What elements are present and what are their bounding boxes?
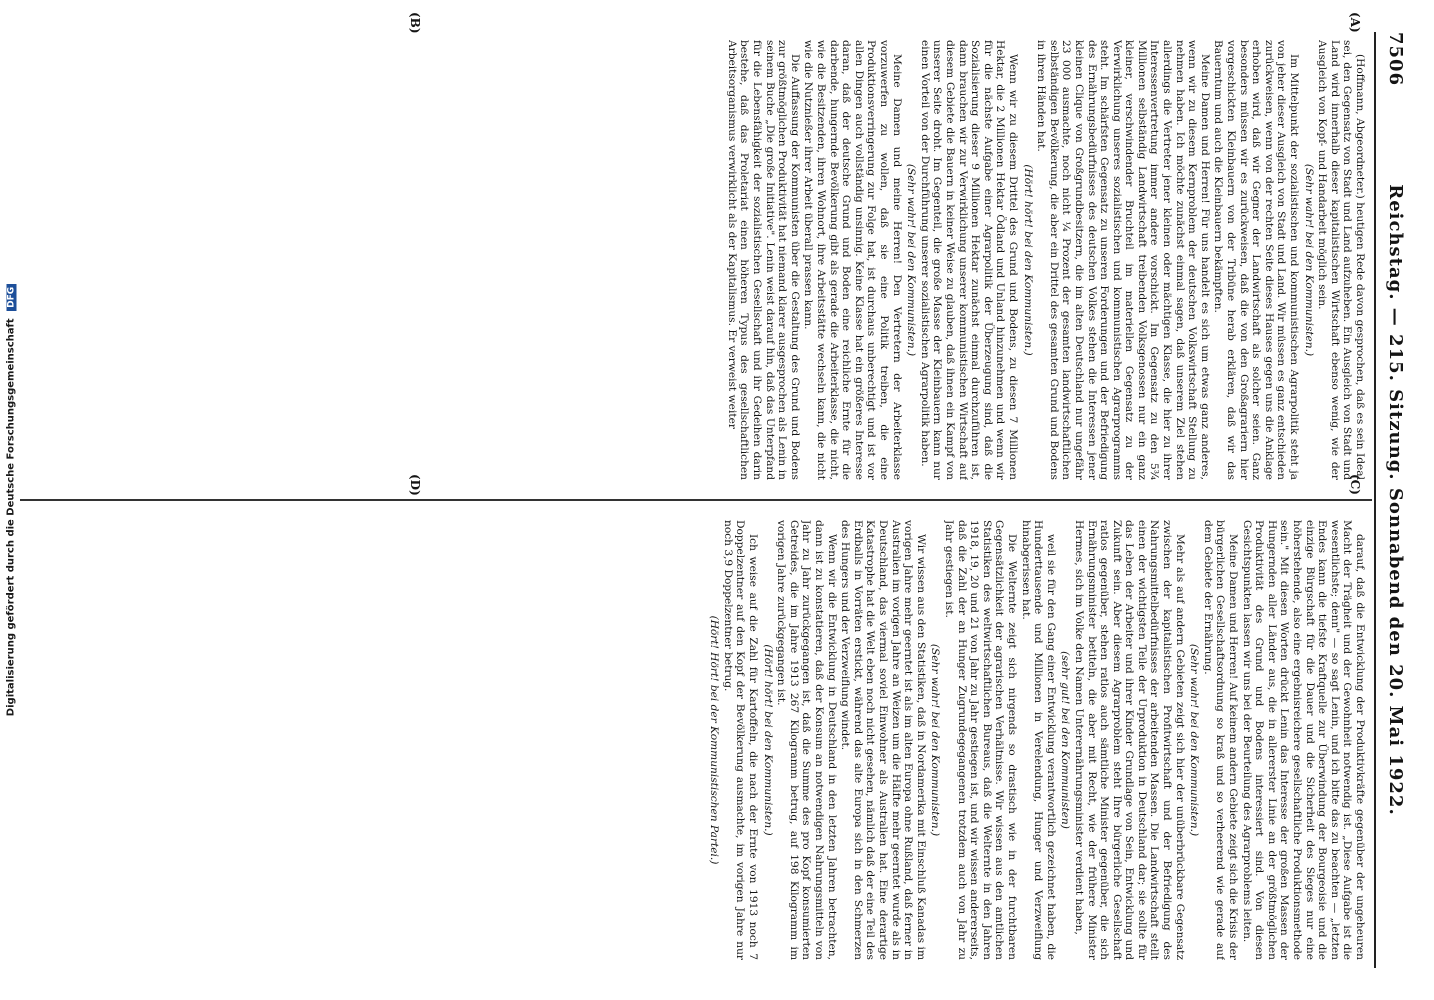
left-paragraph: (Hoffmann, Abgeordneter.) heutigen Rede davon gesprochen, daß es sein Ideal sei, den Gegensatz von Stadt und Land aufzuheben. Ein Ausgleich von Stadt und Land wird innerhalb dieser kapitalistischen Wirtschaft ebenso wenig, wie der Ausgleich von Kopf- und Handarbeit möglich sein.	[1316, 40, 1366, 480]
right-paragraph: Wenn wir die Entwicklung in Deutschland in den letzten Jahren betrachten, dann ist zu konstatieren, daß der Konsum an notwendigen Nahrungsmitteln von Jahr zu Jahr zurückgegangen ist, daß die Summe des pro Kopf konsumierten Getreides, die im Jahre 1913 267 Kilogramm betrug, auf 198 Kilogramm im vorigen Jahre zurückgegangen ist.	[775, 520, 838, 960]
right-paragraph: Mehr als auf andern Gebieten zeigt sich hier der unüberbrückbare Gegensatz zwischen der kapitalistischen Profitwirtschaft und der Befriedigung des Nahrungsmittelbedürfnisses der arbeitenden Massen. Die Landwirtschaft stellt einen der wichtigsten Teile der Urproduktion in Deutschland dar; sie sollte für das Leben der Arbeiter und ihrer Kinder Grundlage von Sein, Entwicklung und Zukunft sein. Aber diesem Agrarproblem steht Ihre bürgerliche Gesellschaft ratlos gegenüber, stehen ratlos auch sämtliche Minister gegenüber, die sich Ernährungsminister betiteln, die aber mit Recht, wie der frühere Minister Hermes, sich im Volke den Namen Unterernährungsminister verdient haben,	[1072, 520, 1186, 960]
margin-letter-a: (A)	[1348, 12, 1362, 33]
digitization-credit	[0, 0, 22, 1000]
right-interjection: (Sehr wahr! bei den Kommunisten.)	[1188, 643, 1201, 837]
left-paragraph: Meine Damen und Herren! Für uns handelt es sich um etwas ganz anderes, wenn wir zu diesem Kernproblem der deutschen Volkswirtschaft Stellung zu nehmen haben. Ich möchte zunächst einmal sagen, daß unserem Ziel stehen allerdings die Vertreter jener kleinen oder mächtigen Klasse, die hier zu ihrer Interessenvertretung immer andere vorschickt. Im Gegensatz zu den 5¾ Millionen selbständig Landwirtschaft treibenden Volksgenossen nur ein ganz kleiner, verschwindender Bruchteil im materiellen Gegensatz zu der Verwirklichung unseres sozialistischen und kommunistischen Agrarprogramms steht. Im schärfsten Gegensatz zu unseren Forderungen und der Befriedigung des Ernährungsbedürfnisses des deutschen Volkes stehen die Interessen jener kleinen Clique von Großgrundbesitzern, die im alten Deutschland nur ungefähr 23 000 ausmachte, noch nicht ¼ Prozent der gesamten landwirtschaftlichen selbständigen Bevölkerung, die aber ein Drittel des gesamten Grund und Bodens in ihren Händen hat.	[1035, 40, 1211, 480]
rotated-page	[12, 10, 1422, 990]
right-paragraph: Die Welternte zeigt sich nirgends so drastisch wie in der furchtbaren Gegensätzlichkeit der agrarischen Verhältnisse. Wir wissen aus den amtlichen Statistiken des weltwirtschaftlichen Bureaus, daß die Welternte in den Jahren 1918, 19, 20 und 21 von Jahr zu Jahr gestiegen ist, und wir wissen andererseits, daß die Zahl der an Hunger Zugrundegegangenen trotzdem auch von Jahr zu Jahr gestiegen ist.	[943, 520, 1018, 960]
right-paragraph: darauf, daß die Entwicklung der Produktivkräfte gegenüber der ungeheuren Macht der Trägheit und der Gewohnheit notwendig ist. „Diese Aufgabe ist die wesentlichste; denn" — so sagt Lenin, und ich bitte das zu beachten — „letzten Endes kann die tiefste Kraftquelle zur Überwindung der Bourgeoisie und die einzige Bürgschaft für die Dauer und die Sicherheit des Sieges nur eine höherstehende, also eine ergebnisreichere gesellschaftliche Produktionsmethode sein." Mit diesen Worten drückt Lenin das Interesse der großen Massen der Hungernden aller Länder aus, die in allererster Linie an der größtmöglichen Produktivität des Grund und Bodens interessiert sind. Von diesen Gesichtspunkten lassen wir uns bei der Beurteilung des Agrarproblems leiten.	[1240, 520, 1366, 960]
credit-line	[6, 10, 17, 990]
right-paragraph: Wir wissen aus den Statistiken, daß in Nordamerika mit Einschluß Kanadas im vorigen Jahre mehr geerntet ist als im alten Europa ohne Rußland, daß ferner in Australien im vorigen Jahre an Weizen um die Hälfte mehr geerntet wurde als in Deutschland, das viermal soviel Einwohner als Australien hat. Eine derartige Katastrophe hat die Welt eben noch nicht gesehen, nämlich daß der eine Teil des Erdballs in Vorräten erstickt, während das alte Europa sich in den Schmerzen des Hungers und der Verzweiflung windet.	[839, 520, 927, 960]
running-header-line	[1385, 32, 1406, 968]
left-paragraph: Wenn wir zu diesem Drittel des Grund und Bodens, zu diesen 7 Millionen Hektar, die 2 Millionen Hektar Ödland und Unland hinzunehmen und wenn wir für die nächste Aufgabe einer Agrarpolitik der Überzeugung sind, daß die Sozialisierung dieser 9 Millionen Hektar zunächst einmal durchzuführen ist, dann brauchen wir zur Verwirklichung unserer kommunistischen Wirtschaft auf diesem Gebiete die Bauern in keiner Weise zu glauben, daß ihnen ein Kampf von unserer Seite droht. Im Gegenteil, die große Masse der Kleinbauern kann nur einen Vorteil von der Durchführung unserer sozialistischen Agrarpolitik haben.	[918, 40, 1019, 480]
right-paragraph: Ich weise auf die Zahl für Kartoffeln, die nach der Ernte von 1913 noch 7 Doppelzentner auf den Kopf der Bevölkerung ausmachte, im vorigen Jahre nur noch 3,9 Doppelzentner betrug.	[721, 520, 760, 960]
dfg-logo: DFG	[7, 284, 17, 311]
page-header	[1376, 32, 1406, 968]
left-paragraph: Die Auffassung der Kommunisten über die Gestaltung des Grund und Bodens zur größtmöglichen Produktivität hat niemand klarer ausgesprochen als Lenin in seinem Buche „Die große Initiative". Lenin weist darauf hin, daß das Unterpfand für die Lebensfähigkeit der sozialistischen Gesellschaft und ihr Gedeihen darin bestehe, daß das Proletariat einen höheren Typus des gesellschaftlichen Arbeitsorganismus verwirklicht als der Kapitalismus. Er verweist weiter	[725, 40, 801, 480]
margin-letter-c: (C)	[1348, 474, 1362, 495]
right-interjection: (Hört! Hört! bei der Kommunistischen Partei.)	[708, 615, 721, 865]
page-content	[12, 10, 1422, 990]
left-paragraph: Meine Damen und meine Herren! Den Vertretern der Arbeiterklasse vorzuwerfen zu wollen, daß sie eine Politik treiben, die eine Produktionsverringerung zur Folge hat, ist durchaus unberechtigt und ist vor allen Dingen auch vollständig unsinnig. Keine Klasse hat ein größeres Interesse daran, daß der deutsche Grund und Boden eine reichliche Ernte für die darbende, hungernde Bevölkerung gibt als gerade die Arbeiterklasse, die nicht, wie die Besitzenden, ihren Wohnort, ihre Arbeitsstätte wechseln kann, die nicht wie die Nutznießer ihrer Arbeit überall prassen kann.	[802, 40, 903, 480]
right-paragraph: weil sie für den Gang einer Entwicklung verantwortlich gezeichnet haben, die Hunderttausende und Millionen in Verelendung, Hunger und Verzweiflung hinabgerissen hat.	[1019, 520, 1057, 960]
credit-text: Digitalisierung gefördert durch die Deutsche Forschungsgemeinschaft	[5, 318, 17, 717]
column-divider	[20, 499, 1372, 501]
margin-letter-b: (B)	[408, 12, 422, 34]
left-interjection: (Sehr wahr! bei den Kommunisten.)	[1302, 163, 1315, 357]
right-interjection: (sehr gut! bei den Kommunisten)	[1059, 651, 1072, 829]
right-paragraph: Meine Damen und Herren! Auf keinem andern Gebiete zeigt sich die Krisis der bürgerlichen Gesellschaftsordnung so kraß und so verheerend wie gerade auf dem Gebiete der Ernährung.	[1201, 520, 1240, 960]
page-number: 7506	[1385, 32, 1406, 87]
left-interjection: (Sehr wahr! bei den Kommunisten.)	[905, 163, 918, 357]
left-paragraph: Im Mittelpunkt der sozialistischen und kommunistischen Agrarpolitik steht ja von jeher dieser Ausgleich von Stadt und Land. Wir müssen es ganz entschieden zurückweisen, wenn von der rechten Seite dieses Hauses gegen uns die Anklage erhoben wird, daß wir Gegner der Landwirtschaft als solcher seien. Ganz besonders müssen wir es zurückweisen, daß die von den Großagrariern hier vorgeschickten Kleinbauern von der Tribüne herab erklären, daß wir das Bauerntum und auch die Kleinbauern bekämpften.	[1212, 40, 1301, 480]
right-column	[20, 520, 1366, 960]
left-interjection: (Hört! hört! bei den Kommunisten.)	[1021, 164, 1034, 356]
left-column	[20, 40, 1366, 480]
margin-letter-d: (D)	[408, 474, 422, 496]
header-rule	[1374, 32, 1376, 968]
header-date: Sonnabend den 20. Mai 1922.	[1385, 487, 1406, 816]
right-interjection: (Hört! hört! bei den Kommunisten.)	[761, 644, 774, 836]
running-header: Reichstag. — 215. Sitzung.	[1385, 184, 1406, 481]
right-interjection: (Sehr wahr! bei den Kommunisten.)	[929, 643, 942, 837]
